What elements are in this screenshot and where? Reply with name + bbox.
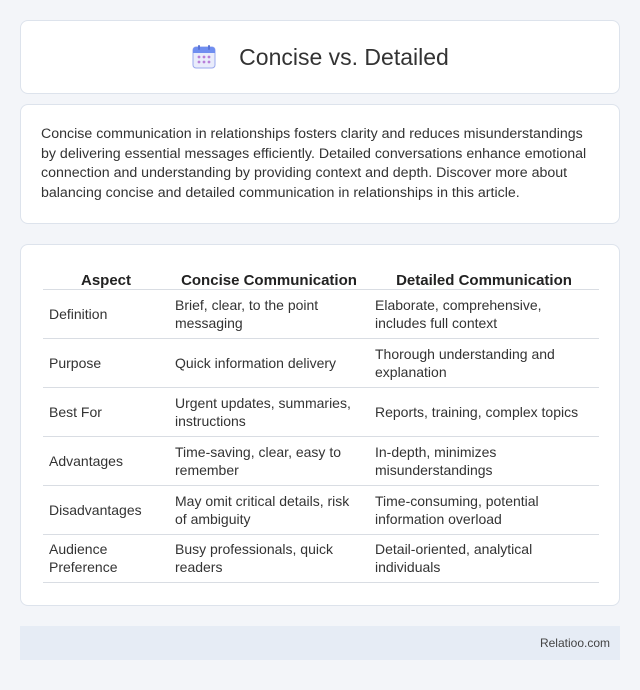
- table-header-row: [43, 267, 599, 289]
- title-card: [20, 20, 620, 94]
- row-detailed: Time-consuming, potential information overload: [369, 485, 599, 534]
- table-row: [43, 387, 599, 436]
- row-aspect: Purpose: [43, 338, 169, 387]
- row-aspect: Advantages: [43, 436, 169, 485]
- table-row: [43, 534, 599, 582]
- row-aspect: Definition: [43, 289, 169, 338]
- row-concise: Quick information delivery: [169, 338, 369, 387]
- intro-card: [20, 104, 620, 224]
- comparison-table: [43, 267, 599, 583]
- table-row: [43, 485, 599, 534]
- calendar-icon: [191, 44, 217, 70]
- row-concise: May omit critical details, risk of ambiguity: [169, 485, 369, 534]
- row-concise: Urgent updates, summaries, instructions: [169, 387, 369, 436]
- row-concise: Busy professionals, quick readers: [169, 534, 369, 582]
- footer-bar: [20, 626, 620, 660]
- table-row: [43, 289, 599, 338]
- row-detailed: Thorough understanding and explanation: [369, 338, 599, 387]
- header-detailed: Detailed Communication: [369, 267, 599, 289]
- row-aspect: Audience Preference: [43, 534, 169, 582]
- footer-brand[interactable]: Relatioo.com: [539, 636, 610, 650]
- row-detailed: Reports, training, complex topics: [369, 387, 599, 436]
- title-wrap: [191, 44, 449, 71]
- header-concise: Concise Communication: [169, 267, 369, 289]
- table-row: [43, 338, 599, 387]
- table-row: [43, 436, 599, 485]
- row-detailed: Elaborate, comprehensive, includes full context: [369, 289, 599, 338]
- row-aspect: Best For: [43, 387, 169, 436]
- page-title: Concise vs. Detailed: [239, 43, 449, 70]
- comparison-card: [20, 244, 620, 606]
- row-aspect: Disadvantages: [43, 485, 169, 534]
- row-detailed: In-depth, minimizes misunderstandings: [369, 436, 599, 485]
- intro-paragraph: Concise communication in relationships fosters clarity and reduces misunderstandings by delivering essential messages efficiently. Detailed conversations enhance emotional connection and understanding by providing context and depth. Discover more about balancing concise and detailed communication in relationships in this article.: [41, 126, 587, 202]
- header-aspect: Aspect: [43, 267, 169, 289]
- row-concise: Brief, clear, to the point messaging: [169, 289, 369, 338]
- row-detailed: Detail-oriented, analytical individuals: [369, 534, 599, 582]
- row-concise: Time-saving, clear, easy to remember: [169, 436, 369, 485]
